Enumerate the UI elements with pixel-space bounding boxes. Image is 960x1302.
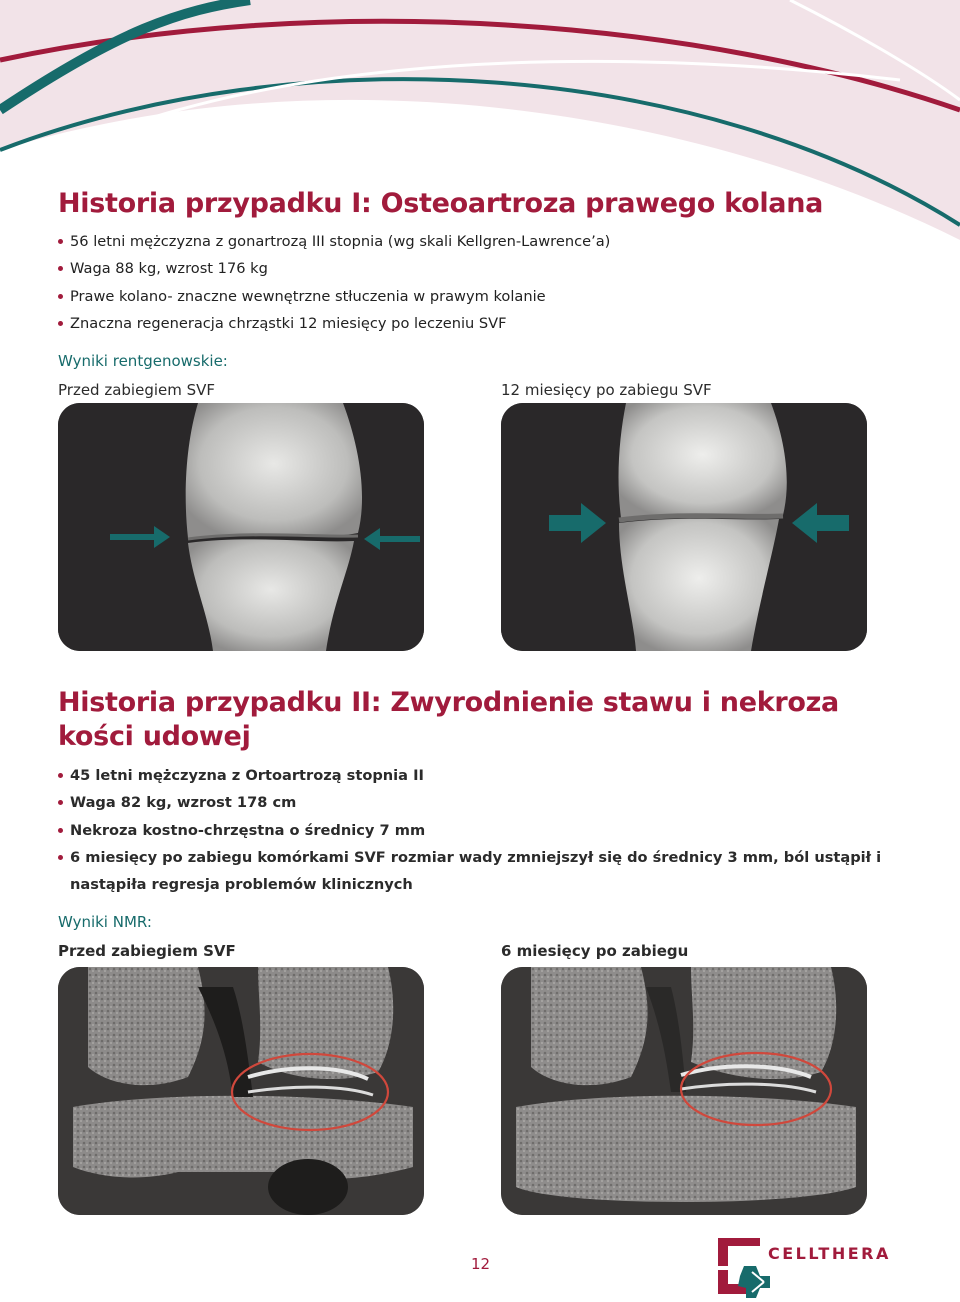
xray-after-image bbox=[501, 403, 867, 651]
case1-caption-after: 12 miesięcy po zabiegu SVF bbox=[501, 381, 712, 399]
list-item: 45 letni mężczyzna z Ortoartrozą stopnia II bbox=[58, 762, 908, 789]
list-item: Nekroza kostno-chrzęstna o średnicy 7 mm bbox=[58, 817, 908, 844]
brand-logo-text: CELLTHERA bbox=[768, 1244, 891, 1263]
list-item: Znaczna regeneracja chrząstki 12 miesięcy po leczeniu SVF bbox=[58, 310, 908, 337]
list-item: Prawe kolano- znaczne wewnętrzne stłuczenia w prawym kolanie bbox=[58, 283, 908, 310]
case2-title-line1: Historia przypadku II: Zwyrodnienie stawu i nekroza bbox=[58, 687, 839, 718]
case2-results-heading: Wyniki NMR: bbox=[58, 913, 152, 931]
case1-bullet-list bbox=[58, 228, 908, 337]
case2-bullet-list bbox=[58, 762, 908, 898]
mri-before-image bbox=[58, 967, 424, 1215]
case1-caption-before: Przed zabiegiem SVF bbox=[58, 381, 216, 399]
list-item: 56 letni mężczyzna z gonartrozą III stopnia (wg skali Kellgren-Lawrence’a) bbox=[58, 228, 908, 255]
case2-caption-before: Przed zabiegiem SVF bbox=[58, 942, 236, 960]
case2-caption-after: 6 miesięcy po zabiegu bbox=[501, 942, 689, 960]
case1-results-heading: Wyniki rentgenowskie: bbox=[58, 352, 228, 370]
list-item: 6 miesięcy po zabiegu komórkami SVF rozmiar wady zmniejszył się do średnicy 3 mm, ból ustąpił i nastąpiła regresja problemów klinicznych bbox=[58, 844, 908, 899]
list-item: Waga 88 kg, wzrost 176 kg bbox=[58, 255, 908, 282]
case1-title: Historia przypadku I: Osteoartroza prawego kolana bbox=[58, 188, 824, 219]
page-number: 12 bbox=[471, 1255, 491, 1273]
xray-before-image bbox=[58, 403, 424, 651]
list-item: Waga 82 kg, wzrost 178 cm bbox=[58, 789, 908, 816]
mri-after-image bbox=[501, 967, 867, 1215]
case2-title-line2: kości udowej bbox=[58, 721, 251, 752]
